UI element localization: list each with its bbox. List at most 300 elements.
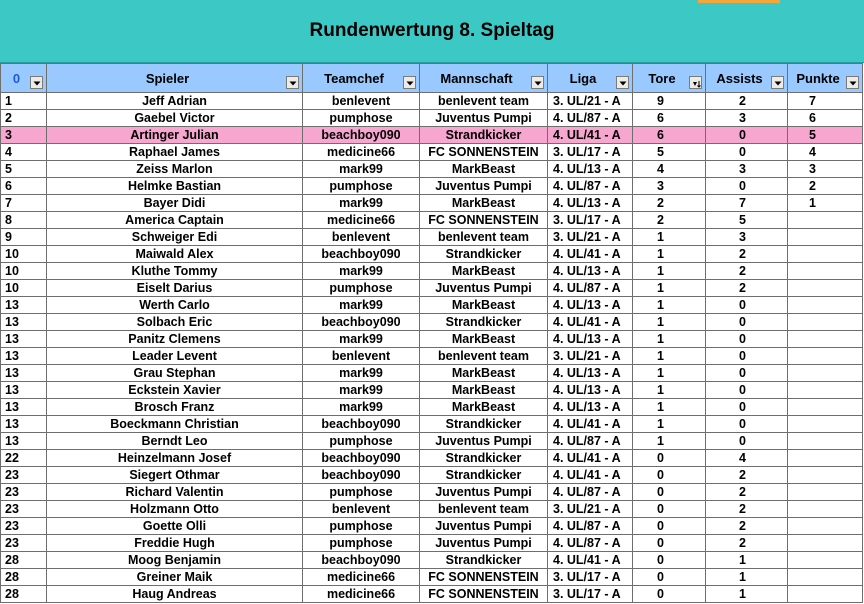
- column-header-punkte[interactable]: [788, 64, 863, 93]
- cell-assists[interactable]: 2: [706, 280, 788, 297]
- cell-punkte[interactable]: 6: [788, 110, 863, 127]
- table-row[interactable]: [1, 535, 863, 552]
- cell-liga[interactable]: 3. UL/21 - A: [548, 93, 633, 110]
- table-row[interactable]: [1, 212, 863, 229]
- cell-rank[interactable]: 13: [1, 399, 47, 416]
- cell-tore[interactable]: 0: [633, 552, 706, 569]
- cell-teamchef[interactable]: beachboy090: [303, 314, 420, 331]
- column-header-rank[interactable]: [1, 64, 47, 93]
- column-header-teamchef[interactable]: [303, 64, 420, 93]
- cell-spieler[interactable]: Helmke Bastian: [47, 178, 303, 195]
- cell-liga[interactable]: 3. UL/17 - A: [548, 586, 633, 603]
- cell-tore[interactable]: 1: [633, 416, 706, 433]
- cell-rank[interactable]: 28: [1, 569, 47, 586]
- cell-liga[interactable]: 4. UL/87 - A: [548, 484, 633, 501]
- cell-mannschaft[interactable]: FC SONNENSTEIN: [420, 212, 548, 229]
- cell-teamchef[interactable]: medicine66: [303, 212, 420, 229]
- cell-teamchef[interactable]: benlevent: [303, 229, 420, 246]
- cell-rank[interactable]: 13: [1, 331, 47, 348]
- cell-teamchef[interactable]: mark99: [303, 161, 420, 178]
- cell-punkte[interactable]: 2: [788, 178, 863, 195]
- cell-tore[interactable]: 1: [633, 297, 706, 314]
- cell-tore[interactable]: 4: [633, 161, 706, 178]
- cell-mannschaft[interactable]: Strandkicker: [420, 127, 548, 144]
- cell-mannschaft[interactable]: benlevent team: [420, 93, 548, 110]
- cell-punkte[interactable]: [788, 314, 863, 331]
- cell-spieler[interactable]: Werth Carlo: [47, 297, 303, 314]
- table-row[interactable]: [1, 246, 863, 263]
- cell-spieler[interactable]: Eiselt Darius: [47, 280, 303, 297]
- cell-mannschaft[interactable]: MarkBeast: [420, 365, 548, 382]
- filter-dropdown-button[interactable]: [531, 76, 544, 89]
- cell-mannschaft[interactable]: Juventus Pumpi: [420, 535, 548, 552]
- cell-tore[interactable]: 1: [633, 348, 706, 365]
- cell-mannschaft[interactable]: Strandkicker: [420, 450, 548, 467]
- table-row[interactable]: [1, 467, 863, 484]
- cell-spieler[interactable]: America Captain: [47, 212, 303, 229]
- cell-tore[interactable]: 0: [633, 569, 706, 586]
- cell-punkte[interactable]: [788, 433, 863, 450]
- cell-punkte[interactable]: [788, 331, 863, 348]
- cell-rank[interactable]: 23: [1, 518, 47, 535]
- cell-liga[interactable]: 3. UL/21 - A: [548, 348, 633, 365]
- dropdown-arrow-icon: [774, 81, 782, 86]
- cell-teamchef[interactable]: beachboy090: [303, 450, 420, 467]
- results-table: [0, 63, 863, 603]
- cell-rank[interactable]: 13: [1, 314, 47, 331]
- cell-punkte[interactable]: [788, 280, 863, 297]
- cell-spieler[interactable]: Holzmann Otto: [47, 501, 303, 518]
- title-accent-strip: [698, 0, 780, 3]
- cell-teamchef[interactable]: medicine66: [303, 586, 420, 603]
- cell-liga[interactable]: 3. UL/21 - A: [548, 501, 633, 518]
- cell-teamchef[interactable]: pumphose: [303, 110, 420, 127]
- filter-dropdown-button[interactable]: [30, 76, 43, 89]
- cell-assists[interactable]: 1: [706, 552, 788, 569]
- cell-liga[interactable]: 4. UL/13 - A: [548, 263, 633, 280]
- cell-liga[interactable]: 4. UL/13 - A: [548, 365, 633, 382]
- cell-liga[interactable]: 4. UL/41 - A: [548, 314, 633, 331]
- cell-tore[interactable]: 3: [633, 178, 706, 195]
- cell-assists[interactable]: 2: [706, 501, 788, 518]
- cell-tore[interactable]: 0: [633, 535, 706, 552]
- cell-tore[interactable]: 1: [633, 280, 706, 297]
- cell-mannschaft[interactable]: Juventus Pumpi: [420, 518, 548, 535]
- cell-liga[interactable]: 4. UL/87 - A: [548, 535, 633, 552]
- cell-assists[interactable]: 0: [706, 314, 788, 331]
- table-row[interactable]: [1, 280, 863, 297]
- cell-teamchef[interactable]: mark99: [303, 382, 420, 399]
- cell-teamchef[interactable]: beachboy090: [303, 467, 420, 484]
- cell-mannschaft[interactable]: MarkBeast: [420, 161, 548, 178]
- cell-punkte[interactable]: 1: [788, 195, 863, 212]
- cell-mannschaft[interactable]: MarkBeast: [420, 399, 548, 416]
- cell-rank[interactable]: 23: [1, 484, 47, 501]
- cell-mannschaft[interactable]: Juventus Pumpi: [420, 110, 548, 127]
- cell-assists[interactable]: 0: [706, 144, 788, 161]
- cell-punkte[interactable]: 3: [788, 161, 863, 178]
- cell-mannschaft[interactable]: Strandkicker: [420, 552, 548, 569]
- cell-punkte[interactable]: [788, 246, 863, 263]
- cell-tore[interactable]: 2: [633, 212, 706, 229]
- cell-rank[interactable]: 1: [1, 93, 47, 110]
- cell-teamchef[interactable]: pumphose: [303, 484, 420, 501]
- cell-assists[interactable]: 0: [706, 433, 788, 450]
- cell-mannschaft[interactable]: Strandkicker: [420, 246, 548, 263]
- cell-tore[interactable]: 0: [633, 501, 706, 518]
- cell-tore[interactable]: 5: [633, 144, 706, 161]
- column-header-spieler[interactable]: [47, 64, 303, 93]
- cell-rank[interactable]: 5: [1, 161, 47, 178]
- table-row[interactable]: [1, 178, 863, 195]
- cell-punkte[interactable]: [788, 399, 863, 416]
- cell-mannschaft[interactable]: MarkBeast: [420, 331, 548, 348]
- cell-assists[interactable]: 0: [706, 331, 788, 348]
- column-header-label: Liga: [569, 70, 597, 86]
- cell-punkte[interactable]: [788, 552, 863, 569]
- cell-teamchef[interactable]: mark99: [303, 399, 420, 416]
- cell-teamchef[interactable]: mark99: [303, 297, 420, 314]
- cell-mannschaft[interactable]: Strandkicker: [420, 416, 548, 433]
- cell-rank[interactable]: 28: [1, 552, 47, 569]
- cell-spieler[interactable]: Siegert Othmar: [47, 467, 303, 484]
- cell-punkte[interactable]: 4: [788, 144, 863, 161]
- cell-punkte[interactable]: [788, 450, 863, 467]
- cell-teamchef[interactable]: medicine66: [303, 144, 420, 161]
- cell-spieler[interactable]: Boeckmann Christian: [47, 416, 303, 433]
- column-header-label: 0: [12, 70, 21, 86]
- cell-teamchef[interactable]: beachboy090: [303, 127, 420, 144]
- table-row[interactable]: [1, 433, 863, 450]
- table-row[interactable]: [1, 263, 863, 280]
- table-row[interactable]: [1, 450, 863, 467]
- cell-teamchef[interactable]: mark99: [303, 263, 420, 280]
- dropdown-arrow-icon: [534, 81, 542, 86]
- cell-punkte[interactable]: [788, 229, 863, 246]
- cell-spieler[interactable]: Maiwald Alex: [47, 246, 303, 263]
- cell-assists[interactable]: 2: [706, 93, 788, 110]
- cell-spieler[interactable]: Richard Valentin: [47, 484, 303, 501]
- cell-liga[interactable]: 4. UL/41 - A: [548, 127, 633, 144]
- table-row[interactable]: [1, 586, 863, 603]
- cell-rank[interactable]: 23: [1, 535, 47, 552]
- filter-dropdown-button[interactable]: [846, 76, 859, 89]
- column-header-label: Teamchef: [324, 70, 384, 86]
- filter-dropdown-button[interactable]: [403, 76, 416, 89]
- table-row[interactable]: [1, 348, 863, 365]
- cell-mannschaft[interactable]: benlevent team: [420, 348, 548, 365]
- cell-liga[interactable]: 4. UL/13 - A: [548, 399, 633, 416]
- column-header-liga[interactable]: [548, 64, 633, 93]
- cell-rank[interactable]: 8: [1, 212, 47, 229]
- cell-punkte[interactable]: [788, 569, 863, 586]
- cell-spieler[interactable]: Freddie Hugh: [47, 535, 303, 552]
- table-row[interactable]: [1, 110, 863, 127]
- cell-mannschaft[interactable]: benlevent team: [420, 229, 548, 246]
- cell-punkte[interactable]: [788, 365, 863, 382]
- cell-punkte[interactable]: 7: [788, 93, 863, 110]
- cell-teamchef[interactable]: pumphose: [303, 518, 420, 535]
- cell-liga[interactable]: 4. UL/13 - A: [548, 161, 633, 178]
- cell-assists[interactable]: 7: [706, 195, 788, 212]
- cell-teamchef[interactable]: beachboy090: [303, 246, 420, 263]
- cell-rank[interactable]: 10: [1, 280, 47, 297]
- column-header-tore[interactable]: [633, 64, 706, 93]
- cell-assists[interactable]: 1: [706, 586, 788, 603]
- cell-liga[interactable]: 4. UL/41 - A: [548, 416, 633, 433]
- cell-tore[interactable]: 1: [633, 331, 706, 348]
- cell-liga[interactable]: 4. UL/41 - A: [548, 467, 633, 484]
- cell-spieler[interactable]: Haug Andreas: [47, 586, 303, 603]
- cell-assists[interactable]: 0: [706, 416, 788, 433]
- table-row[interactable]: [1, 314, 863, 331]
- cell-mannschaft[interactable]: FC SONNENSTEIN: [420, 586, 548, 603]
- cell-rank[interactable]: 22: [1, 450, 47, 467]
- cell-assists[interactable]: 2: [706, 535, 788, 552]
- cell-liga[interactable]: 4. UL/87 - A: [548, 280, 633, 297]
- cell-teamchef[interactable]: mark99: [303, 195, 420, 212]
- cell-liga[interactable]: 4. UL/41 - A: [548, 552, 633, 569]
- cell-assists[interactable]: 2: [706, 467, 788, 484]
- cell-teamchef[interactable]: medicine66: [303, 569, 420, 586]
- cell-rank[interactable]: 7: [1, 195, 47, 212]
- cell-assists[interactable]: 0: [706, 127, 788, 144]
- cell-tore[interactable]: 0: [633, 467, 706, 484]
- cell-tore[interactable]: 6: [633, 127, 706, 144]
- cell-rank[interactable]: 4: [1, 144, 47, 161]
- cell-teamchef[interactable]: pumphose: [303, 280, 420, 297]
- cell-punkte[interactable]: 5: [788, 127, 863, 144]
- cell-assists[interactable]: 3: [706, 110, 788, 127]
- cell-spieler[interactable]: Brosch Franz: [47, 399, 303, 416]
- cell-tore[interactable]: 1: [633, 263, 706, 280]
- cell-mannschaft[interactable]: Juventus Pumpi: [420, 484, 548, 501]
- cell-tore[interactable]: 9: [633, 93, 706, 110]
- cell-punkte[interactable]: [788, 586, 863, 603]
- table-row[interactable]: [1, 365, 863, 382]
- cell-assists[interactable]: 0: [706, 178, 788, 195]
- column-header-assists[interactable]: [706, 64, 788, 93]
- cell-rank[interactable]: 13: [1, 433, 47, 450]
- cell-spieler[interactable]: Goette Olli: [47, 518, 303, 535]
- cell-rank[interactable]: 13: [1, 382, 47, 399]
- cell-spieler[interactable]: Bayer Didi: [47, 195, 303, 212]
- cell-tore[interactable]: 1: [633, 314, 706, 331]
- cell-spieler[interactable]: Raphael James: [47, 144, 303, 161]
- cell-tore[interactable]: 0: [633, 484, 706, 501]
- cell-spieler[interactable]: Panitz Clemens: [47, 331, 303, 348]
- dropdown-arrow-icon: [33, 81, 41, 86]
- table-row[interactable]: [1, 93, 863, 110]
- cell-mannschaft[interactable]: FC SONNENSTEIN: [420, 569, 548, 586]
- cell-assists[interactable]: 0: [706, 382, 788, 399]
- cell-tore[interactable]: 0: [633, 586, 706, 603]
- cell-liga[interactable]: 3. UL/17 - A: [548, 144, 633, 161]
- cell-spieler[interactable]: Kluthe Tommy: [47, 263, 303, 280]
- cell-mannschaft[interactable]: benlevent team: [420, 501, 548, 518]
- sort-desc-icon: [692, 81, 701, 88]
- cell-teamchef[interactable]: benlevent: [303, 501, 420, 518]
- cell-assists[interactable]: 2: [706, 484, 788, 501]
- cell-tore[interactable]: 0: [633, 518, 706, 535]
- cell-tore[interactable]: 2: [633, 195, 706, 212]
- cell-punkte[interactable]: [788, 382, 863, 399]
- cell-punkte[interactable]: [788, 484, 863, 501]
- table-row[interactable]: [1, 552, 863, 569]
- cell-spieler[interactable]: Grau Stephan: [47, 365, 303, 382]
- filter-dropdown-button[interactable]: [771, 76, 784, 89]
- cell-rank[interactable]: 3: [1, 127, 47, 144]
- cell-spieler[interactable]: Solbach Eric: [47, 314, 303, 331]
- cell-liga[interactable]: 4. UL/13 - A: [548, 331, 633, 348]
- cell-spieler[interactable]: Zeiss Marlon: [47, 161, 303, 178]
- cell-teamchef[interactable]: beachboy090: [303, 552, 420, 569]
- cell-spieler[interactable]: Greiner Maik: [47, 569, 303, 586]
- cell-assists[interactable]: 0: [706, 297, 788, 314]
- cell-assists[interactable]: 5: [706, 212, 788, 229]
- cell-rank[interactable]: 28: [1, 586, 47, 603]
- cell-assists[interactable]: 2: [706, 246, 788, 263]
- cell-liga[interactable]: 3. UL/17 - A: [548, 569, 633, 586]
- cell-liga[interactable]: 4. UL/13 - A: [548, 382, 633, 399]
- column-header-mannschaft[interactable]: [420, 64, 548, 93]
- cell-teamchef[interactable]: pumphose: [303, 535, 420, 552]
- cell-assists[interactable]: 2: [706, 518, 788, 535]
- cell-mannschaft[interactable]: Juventus Pumpi: [420, 280, 548, 297]
- cell-spieler[interactable]: Schweiger Edi: [47, 229, 303, 246]
- table-row[interactable]: [1, 484, 863, 501]
- cell-tore[interactable]: 6: [633, 110, 706, 127]
- cell-spieler[interactable]: Moog Benjamin: [47, 552, 303, 569]
- cell-tore[interactable]: 1: [633, 399, 706, 416]
- cell-mannschaft[interactable]: MarkBeast: [420, 382, 548, 399]
- cell-liga[interactable]: 4. UL/13 - A: [548, 297, 633, 314]
- cell-punkte[interactable]: [788, 535, 863, 552]
- cell-spieler[interactable]: Eckstein Xavier: [47, 382, 303, 399]
- cell-punkte[interactable]: [788, 212, 863, 229]
- table-row[interactable]: [1, 161, 863, 178]
- cell-tore[interactable]: 1: [633, 382, 706, 399]
- table-row[interactable]: [1, 416, 863, 433]
- cell-liga[interactable]: 3. UL/21 - A: [548, 229, 633, 246]
- cell-assists[interactable]: 0: [706, 399, 788, 416]
- column-header-label: Mannschaft: [440, 70, 513, 86]
- dropdown-arrow-icon: [849, 81, 857, 86]
- cell-rank[interactable]: 2: [1, 110, 47, 127]
- table-row[interactable]: [1, 331, 863, 348]
- cell-tore[interactable]: 0: [633, 450, 706, 467]
- dropdown-arrow-icon: [406, 81, 414, 86]
- cell-mannschaft[interactable]: MarkBeast: [420, 263, 548, 280]
- table-row[interactable]: [1, 382, 863, 399]
- cell-assists[interactable]: 3: [706, 229, 788, 246]
- cell-teamchef[interactable]: benlevent: [303, 93, 420, 110]
- filter-dropdown-button[interactable]: [616, 76, 629, 89]
- cell-mannschaft[interactable]: Strandkicker: [420, 314, 548, 331]
- cell-liga[interactable]: 4. UL/13 - A: [548, 195, 633, 212]
- cell-rank[interactable]: 13: [1, 416, 47, 433]
- cell-rank[interactable]: 13: [1, 297, 47, 314]
- cell-rank[interactable]: 9: [1, 229, 47, 246]
- cell-rank[interactable]: 23: [1, 467, 47, 484]
- cell-rank[interactable]: 10: [1, 263, 47, 280]
- cell-rank[interactable]: 10: [1, 246, 47, 263]
- cell-assists[interactable]: 3: [706, 161, 788, 178]
- cell-mannschaft[interactable]: Juventus Pumpi: [420, 178, 548, 195]
- cell-liga[interactable]: 4. UL/41 - A: [548, 246, 633, 263]
- cell-punkte[interactable]: [788, 297, 863, 314]
- cell-punkte[interactable]: [788, 518, 863, 535]
- cell-spieler[interactable]: Heinzelmann Josef: [47, 450, 303, 467]
- cell-assists[interactable]: 1: [706, 569, 788, 586]
- table-row[interactable]: [1, 501, 863, 518]
- cell-assists[interactable]: 0: [706, 348, 788, 365]
- filter-dropdown-button[interactable]: [286, 76, 299, 89]
- cell-tore[interactable]: 1: [633, 246, 706, 263]
- cell-mannschaft[interactable]: Juventus Pumpi: [420, 433, 548, 450]
- cell-assists[interactable]: 4: [706, 450, 788, 467]
- table-row[interactable]: [1, 195, 863, 212]
- cell-rank[interactable]: 23: [1, 501, 47, 518]
- table-row[interactable]: [1, 518, 863, 535]
- cell-assists[interactable]: 0: [706, 365, 788, 382]
- cell-rank[interactable]: 13: [1, 348, 47, 365]
- cell-spieler[interactable]: Artinger Julian: [47, 127, 303, 144]
- cell-rank[interactable]: 6: [1, 178, 47, 195]
- cell-mannschaft[interactable]: Strandkicker: [420, 467, 548, 484]
- cell-liga[interactable]: 4. UL/87 - A: [548, 178, 633, 195]
- cell-teamchef[interactable]: pumphose: [303, 433, 420, 450]
- cell-assists[interactable]: 2: [706, 263, 788, 280]
- cell-spieler[interactable]: Gaebel Victor: [47, 110, 303, 127]
- table-row[interactable]: [1, 297, 863, 314]
- cell-liga[interactable]: 4. UL/41 - A: [548, 450, 633, 467]
- cell-liga[interactable]: 4. UL/87 - A: [548, 518, 633, 535]
- cell-mannschaft[interactable]: MarkBeast: [420, 297, 548, 314]
- cell-mannschaft[interactable]: MarkBeast: [420, 195, 548, 212]
- cell-teamchef[interactable]: mark99: [303, 365, 420, 382]
- table-row[interactable]: [1, 569, 863, 586]
- cell-rank[interactable]: 13: [1, 365, 47, 382]
- sort-filter-button[interactable]: [689, 76, 702, 89]
- cell-tore[interactable]: 1: [633, 229, 706, 246]
- cell-liga[interactable]: 4. UL/87 - A: [548, 433, 633, 450]
- cell-liga[interactable]: 3. UL/17 - A: [548, 212, 633, 229]
- cell-punkte[interactable]: [788, 467, 863, 484]
- cell-punkte[interactable]: [788, 416, 863, 433]
- table-row[interactable]: [1, 399, 863, 416]
- dropdown-arrow-icon: [289, 81, 297, 86]
- cell-teamchef[interactable]: pumphose: [303, 178, 420, 195]
- cell-tore[interactable]: 1: [633, 433, 706, 450]
- table-row[interactable]: [1, 127, 863, 144]
- table-row[interactable]: [1, 144, 863, 161]
- table-row[interactable]: [1, 229, 863, 246]
- cell-spieler[interactable]: Berndt Leo: [47, 433, 303, 450]
- cell-punkte[interactable]: [788, 501, 863, 518]
- cell-punkte[interactable]: [788, 348, 863, 365]
- cell-punkte[interactable]: [788, 263, 863, 280]
- cell-mannschaft[interactable]: FC SONNENSTEIN: [420, 144, 548, 161]
- cell-teamchef[interactable]: mark99: [303, 331, 420, 348]
- cell-spieler[interactable]: Jeff Adrian: [47, 93, 303, 110]
- cell-teamchef[interactable]: benlevent: [303, 348, 420, 365]
- cell-liga[interactable]: 4. UL/87 - A: [548, 110, 633, 127]
- column-header-label: Assists: [716, 70, 763, 86]
- cell-spieler[interactable]: Leader Levent: [47, 348, 303, 365]
- cell-teamchef[interactable]: beachboy090: [303, 416, 420, 433]
- cell-tore[interactable]: 1: [633, 365, 706, 382]
